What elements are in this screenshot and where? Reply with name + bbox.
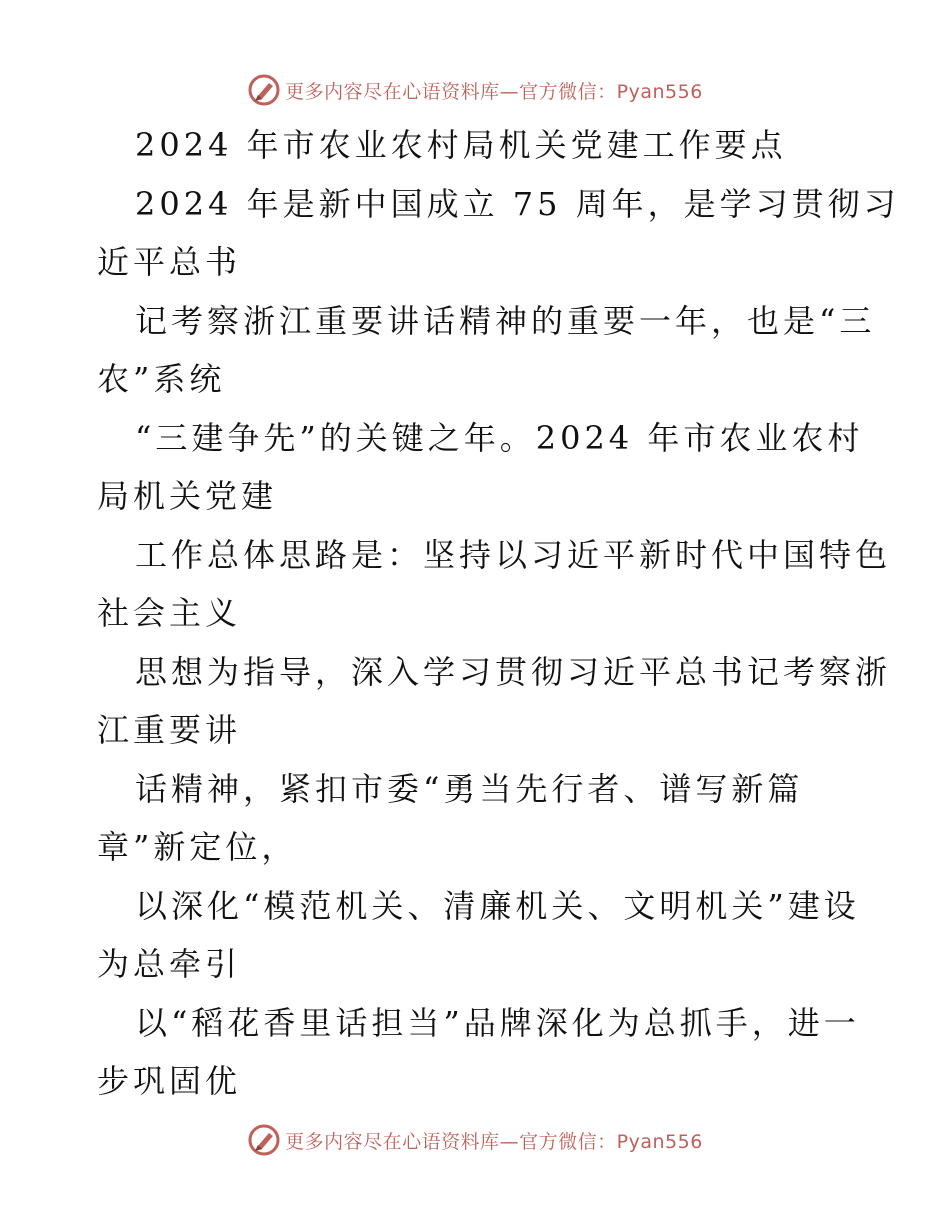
paragraph-line: 工作总体思路是：坚持以习近平新时代中国特色 [135,535,892,574]
paragraph-line: 局机关党建 [97,477,278,515]
document-body [97,116,900,1111]
paragraph-line: 以深化“模范机关、清廉机关、文明机关”建设 [135,886,860,925]
pen-logo-icon [247,1123,281,1157]
paragraph-line: 江重要讲 [97,711,242,749]
paragraph-line: 以“稻花香里话担当”品牌深化为总抓手，进一 [135,1003,860,1042]
header-banner-text: 更多内容尽在心语资料库—官方微信：Pyan556 [285,80,703,103]
footer-banner [0,1120,950,1160]
paragraph-line: 为总牵引 [97,945,242,983]
paragraph-line: 步巩固优 [97,1062,242,1100]
paragraph-line: 记考察浙江重要讲话精神的重要一年，也是“三 [135,301,876,340]
paragraph-line: 近平总书 [97,243,242,281]
paragraph-line: “三建争先”的关键之年。2024 年市农业农村 [135,418,864,457]
footer-banner-text: 更多内容尽在心语资料库—官方微信：Pyan556 [285,1130,703,1153]
paragraph-line: 农”系统 [97,360,226,398]
document-title: 2024 年市农业农村局机关党建工作要点 [135,126,787,164]
paragraph-line: 2024 年是新中国成立 75 周年，是学习贯彻习 [135,184,900,223]
pen-logo-icon [247,73,281,107]
paragraph-line: 章”新定位， [97,828,298,866]
paragraph-line: 思想为指导，深入学习贯彻习近平总书记考察浙 [135,652,892,691]
header-banner [0,70,950,110]
paragraph-line: 社会主义 [97,594,242,632]
paragraph-line: 话精神，紧扣市委“勇当先行者、谱写新篇 [135,769,804,808]
